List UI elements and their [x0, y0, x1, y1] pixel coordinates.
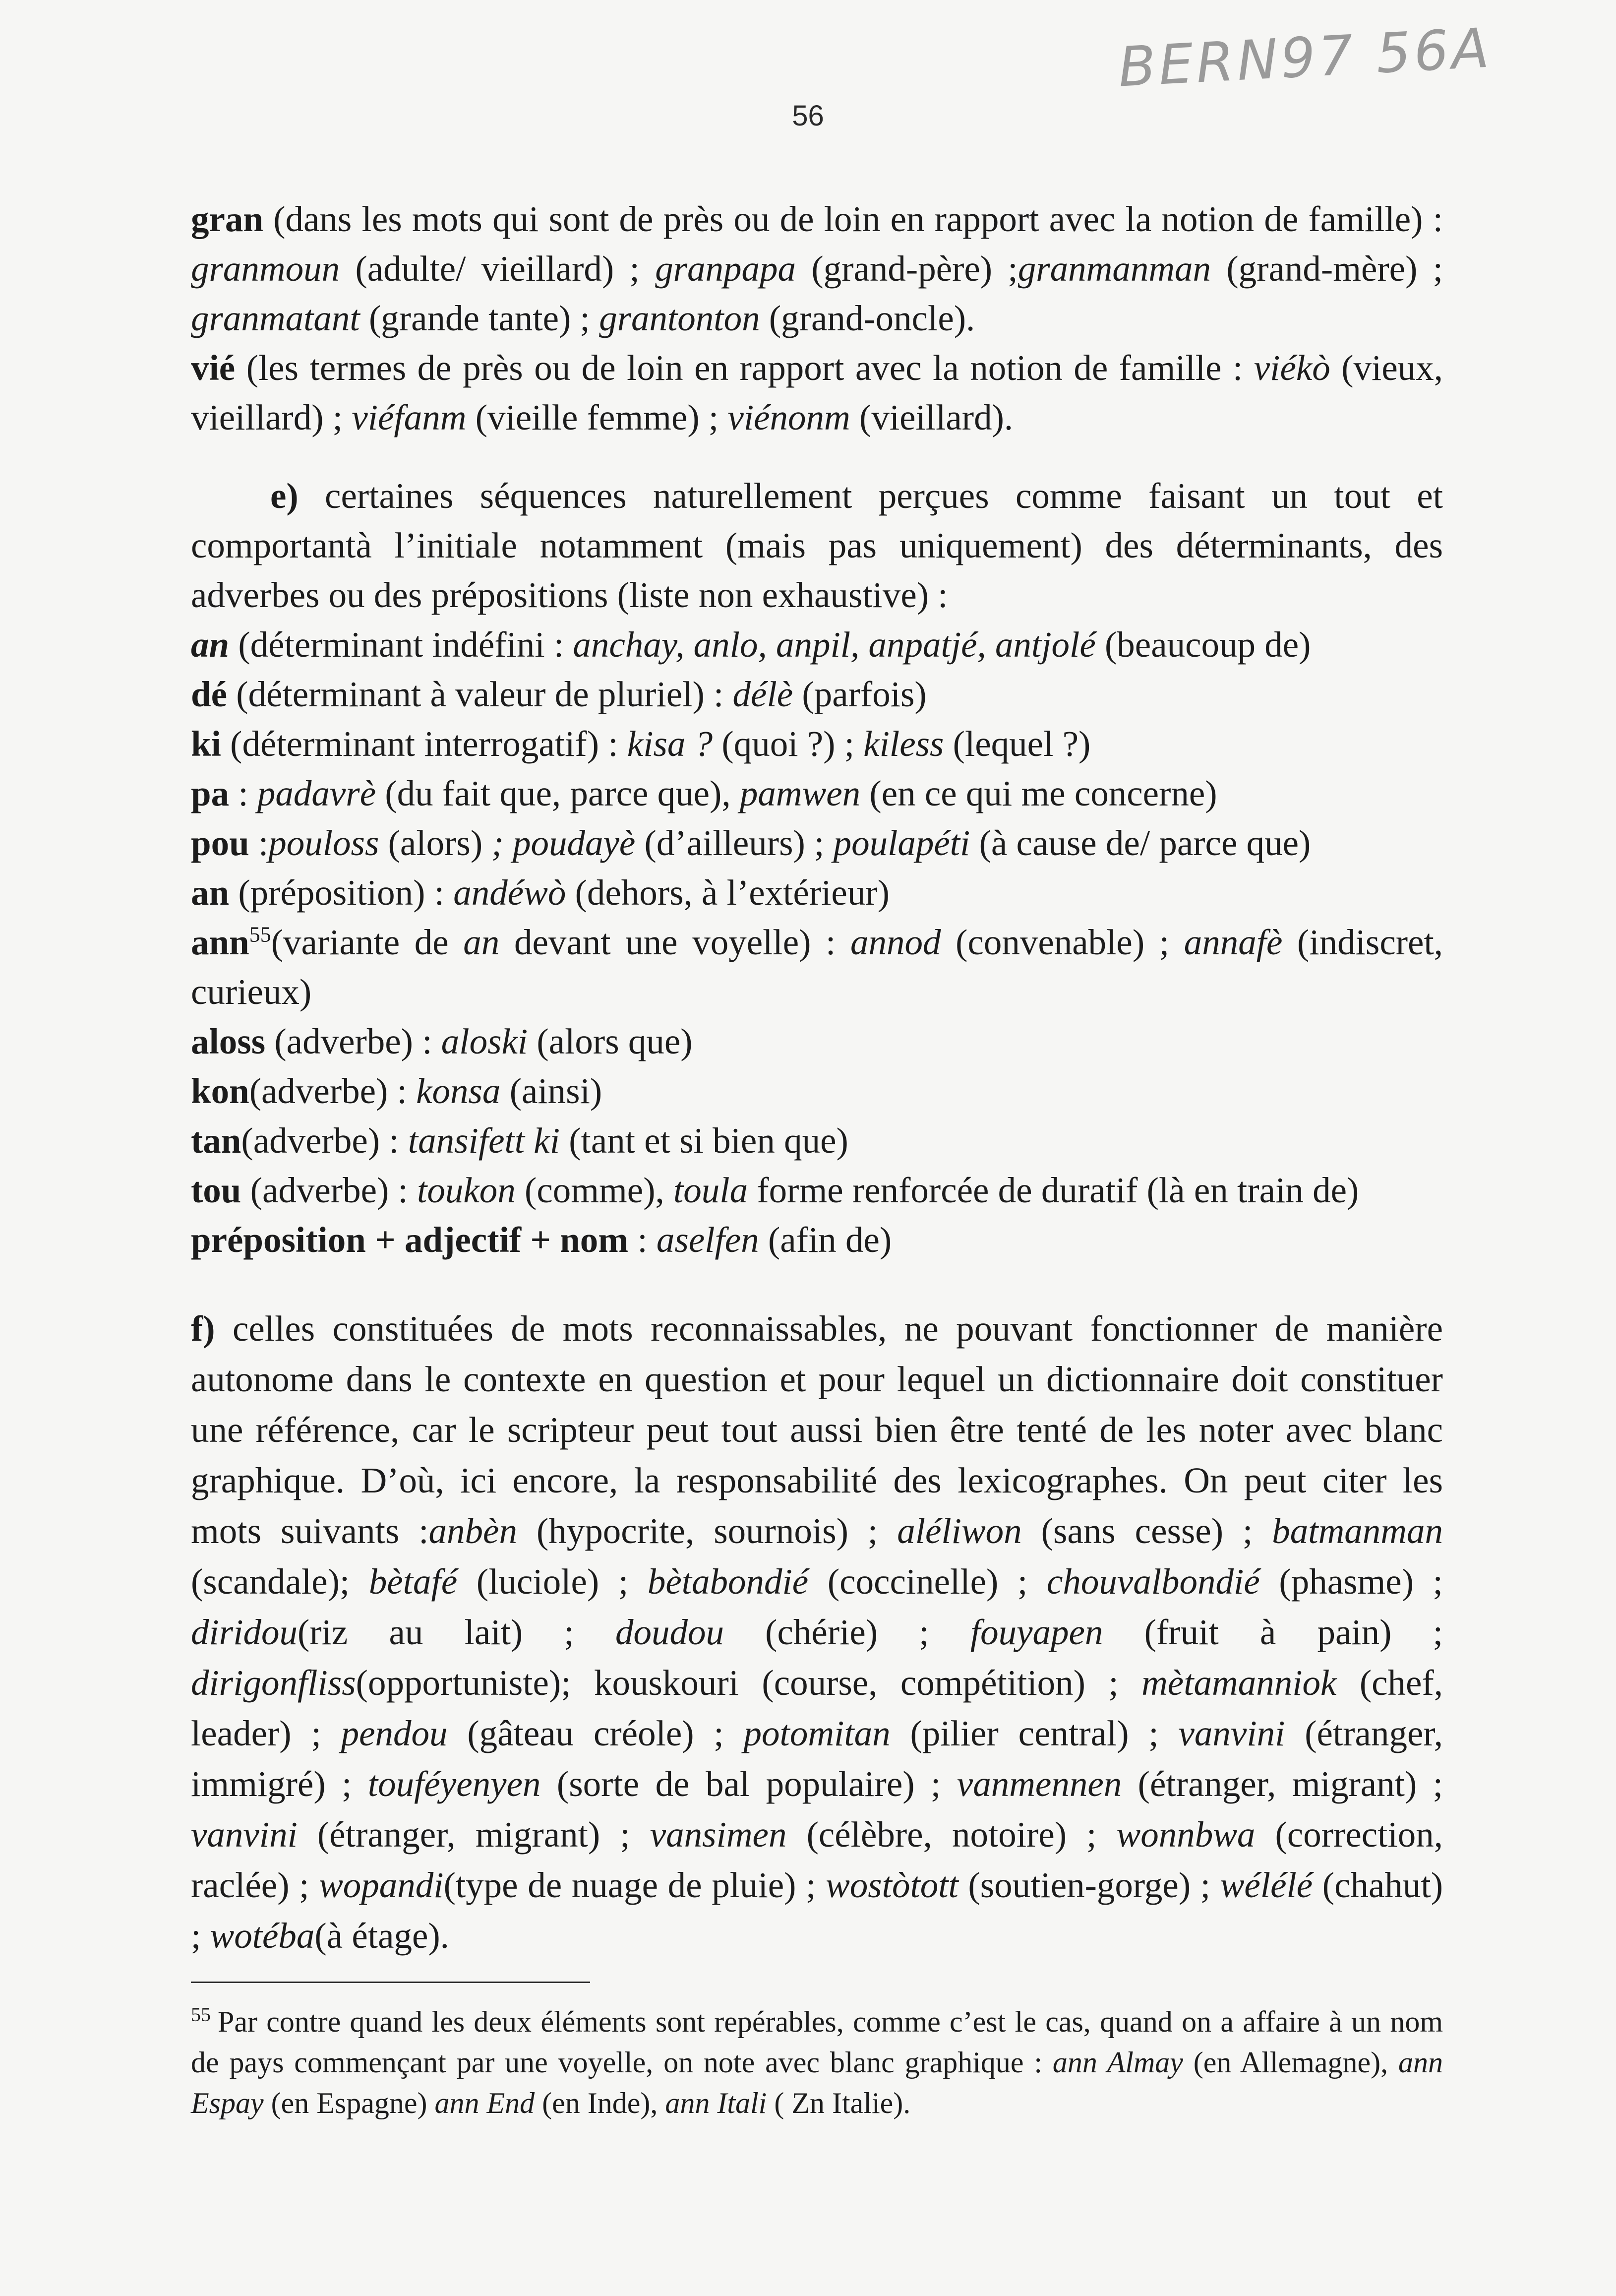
example-word: diridou [191, 1612, 298, 1652]
entry-term: préposition + adjectif + nom [191, 1220, 629, 1260]
example-word: aléliwon [897, 1511, 1022, 1551]
example-gloss: (célèbre, notoire) ; [786, 1814, 1117, 1855]
example-word: doudou [615, 1612, 724, 1652]
entry-aloss: aloss (adverbe) : aloski (alors que) [191, 1021, 693, 1061]
entry-term: dé [191, 674, 227, 714]
example-word: touféyenyen [367, 1764, 541, 1804]
example-gloss: (chahut) ; [191, 1865, 1443, 1956]
example-gloss: (fruit à pain) ; [1103, 1612, 1443, 1652]
entry-vie: vié (les termes de près ou de loin en rapport avec la notion de famille : viékò (vieux, vieillard) ; viéfanm (vieille femme) ; viénonm (vieillard). [191, 348, 1443, 437]
example-word: vanvini [1178, 1713, 1285, 1753]
example-word: wostòtott [826, 1865, 958, 1905]
example-word: potomitan [743, 1713, 891, 1753]
example-word: wonnbwa [1116, 1814, 1256, 1855]
example-word: vansimen [650, 1814, 787, 1855]
example-word: dirigonfliss [191, 1663, 356, 1703]
example-gloss: (sans cesse) ; [1021, 1511, 1272, 1551]
example-gloss: (phasme) ; [1259, 1561, 1443, 1602]
example-gloss: (étranger, immigré) ; [191, 1713, 1443, 1804]
example-list [191, 1511, 1443, 1956]
footnote-separator [191, 1982, 590, 1983]
example-gloss: (luciole) ; [457, 1561, 648, 1602]
entry-term: tan [191, 1120, 241, 1161]
entry-an-preposition: an (préposition) : andéwò (dehors, à l’extérieur) [191, 872, 890, 913]
entry-preposition-adjectif-nom: préposition + adjectif + nom : aselfen (afin de) [191, 1220, 892, 1260]
entry-term: tou [191, 1170, 241, 1210]
example-gloss: (type de nuage de pluie) ; [443, 1865, 826, 1905]
entry-term: an [191, 624, 230, 665]
entry-term: gran [191, 199, 263, 239]
example-gloss: (à étage). [314, 1916, 449, 1956]
entry-pa: pa : padavrè (du fait que, parce que), pamwen (en ce qui me concerne) [191, 773, 1217, 813]
entry-term: vié [191, 348, 236, 388]
example-gloss: (coccinelle) ; [808, 1561, 1047, 1602]
entry-term: kon [191, 1071, 249, 1111]
footnote-number: 55 [191, 2003, 211, 2026]
handwritten-annotation: BERN97 56A [1117, 16, 1494, 99]
example-gloss: (gâteau créole) ; [447, 1713, 744, 1753]
section-f-paragraph: f) celles constituées de mots reconnaissables, ne pouvant fonctionner de manière autonome dans le contexte en question et pour lequel un dictionnaire doit constituer une référence, car le scripteur peut tout aussi bien être tenté de les noter avec blanc graphique. D’où, ici encore, la responsabilité des lexicographes. On peut citer les mots suivants :anbèn (hypocrite, sournois) ; aléliwon (sans cesse) ; batmanman (scandale); bètafé (luciole) ; bètabondié (coccinelle) ; chouvalbondié (phasme) ; diridou(riz au lait) ; doudou (chérie) ; fouyapen (fruit à pain) ; dirigonfliss(opportuniste); kouskouri (course, compétition) ; mètamanniok (chef, leader) ; pendou (gâteau créole) ; potomitan (pilier central) ; vanvini (étranger, immigré) ; touféyenyen (sorte de bal populaire) ; vanmennen (étranger, migrant) ; vanvini (étranger, migrant) ; vansimen (célèbre, notoire) ; wonnbwa (correction, raclée) ; wopandi(type de nuage de pluie) ; wostòtott (soutien-gorge) ; wélélé (chahut) ; wotéba(à étage). [191, 1308, 1443, 1956]
section-e-intro: e) certaines séquences naturellement perçues comme faisant un tout et comportantà l’initiale notamment (mais pas uniquement) des déterminants, des adverbes ou des prépositions (liste non exhaustive) : [191, 476, 1443, 615]
footnote-reference[interactable]: 55 [249, 922, 271, 947]
example-gloss: (scandale); [191, 1561, 369, 1602]
example-gloss: (étranger, migrant) ; [297, 1814, 650, 1855]
example-word: vanmennen [957, 1764, 1122, 1804]
entry-ann: ann$^{55}$(variante de an devant une voyelle) : annod (convenable) ; annafè (indiscret, curieux) [191, 922, 1443, 1012]
example-gloss: (soutien-gorge) ; [958, 1865, 1220, 1905]
example-gloss: (étranger, migrant) ; [1122, 1764, 1443, 1804]
entry-term: pou [191, 823, 249, 863]
example-gloss: (riz au lait) ; [297, 1612, 615, 1652]
example-word: anbèn [428, 1511, 517, 1551]
example-word: bètabondié [647, 1561, 809, 1602]
example-word: pendou [341, 1713, 448, 1753]
example-word: chouvalbondié [1046, 1561, 1260, 1602]
example-word: wopandi [319, 1865, 444, 1905]
entry-de: dé (déterminant à valeur de pluriel) : délè (parfois) [191, 674, 927, 714]
example-gloss: (hypocrite, sournois) ; [517, 1511, 898, 1551]
example-word: vanvini [191, 1814, 298, 1855]
entry-an: an (déterminant indéfini : anchay, anlo, anpil, anpatjé, antjolé (beaucoup de) [191, 624, 1311, 665]
entry-pou: pou :pouloss (alors) ; poudayè (d’ailleurs) ; poulapéti (à cause de/ parce que) [191, 823, 1311, 863]
entry-term: an [191, 872, 230, 913]
example-word: batmanman [1272, 1511, 1443, 1551]
example-gloss: (chérie) ; [723, 1612, 970, 1652]
example-word: mètamanniok [1141, 1663, 1337, 1703]
example-gloss: (correction, raclée) ; [191, 1814, 1443, 1905]
example-word: wélélé [1220, 1865, 1313, 1905]
entry-kon: kon(adverbe) : konsa (ainsi) [191, 1071, 602, 1111]
entry-term: pa [191, 773, 230, 813]
example-gloss: (sorte de bal populaire) ; [540, 1764, 957, 1804]
entry-term: aloss [191, 1021, 266, 1061]
example-gloss: (opportuniste); kouskouri (course, compétition) ; [356, 1663, 1142, 1703]
section-marker: e) [270, 476, 299, 516]
page-number: 56 [792, 100, 824, 132]
entry-ki: ki (déterminant interrogatif) : kisa ? (quoi ?) ; kiless (lequel ?) [191, 724, 1091, 764]
footnote-55: $^{55}$ Par contre quand les deux éléments sont repérables, comme c’est le cas, quand on a affaire à un nom de pays commençant par une voyelle, on note avec blanc graphique : ann Almay (en Allemagne), ann Espay (en Espagne) ann End (en Inde), ann Itali ( Zn Italie). [191, 2003, 1443, 2119]
entry-gran: gran (dans les mots qui sont de près ou de loin en rapport avec la notion de famille) : granmoun (adulte/ vieillard) ; granpapa (grand-père) ;granmanman (grand-mère) ; granmatant (grande tante) ; grantonton (grand-oncle). [191, 199, 1443, 338]
section-marker: f) [191, 1308, 215, 1349]
example-word: bètafé [368, 1561, 458, 1602]
body-text [191, 194, 1443, 1961]
example-gloss: (chef, leader) ; [191, 1663, 1443, 1753]
entry-tou: tou (adverbe) : toukon (comme), toula forme renforcée de duratif (là en train de) [191, 1170, 1359, 1210]
example-gloss: (pilier central) ; [890, 1713, 1179, 1753]
entry-term: ki [191, 724, 221, 764]
entry-term: ann [191, 922, 249, 962]
entry-tan: tan(adverbe) : tansifett ki (tant et si bien que) [191, 1120, 848, 1161]
example-word: wotéba [210, 1916, 315, 1956]
example-word: fouyapen [970, 1612, 1103, 1652]
